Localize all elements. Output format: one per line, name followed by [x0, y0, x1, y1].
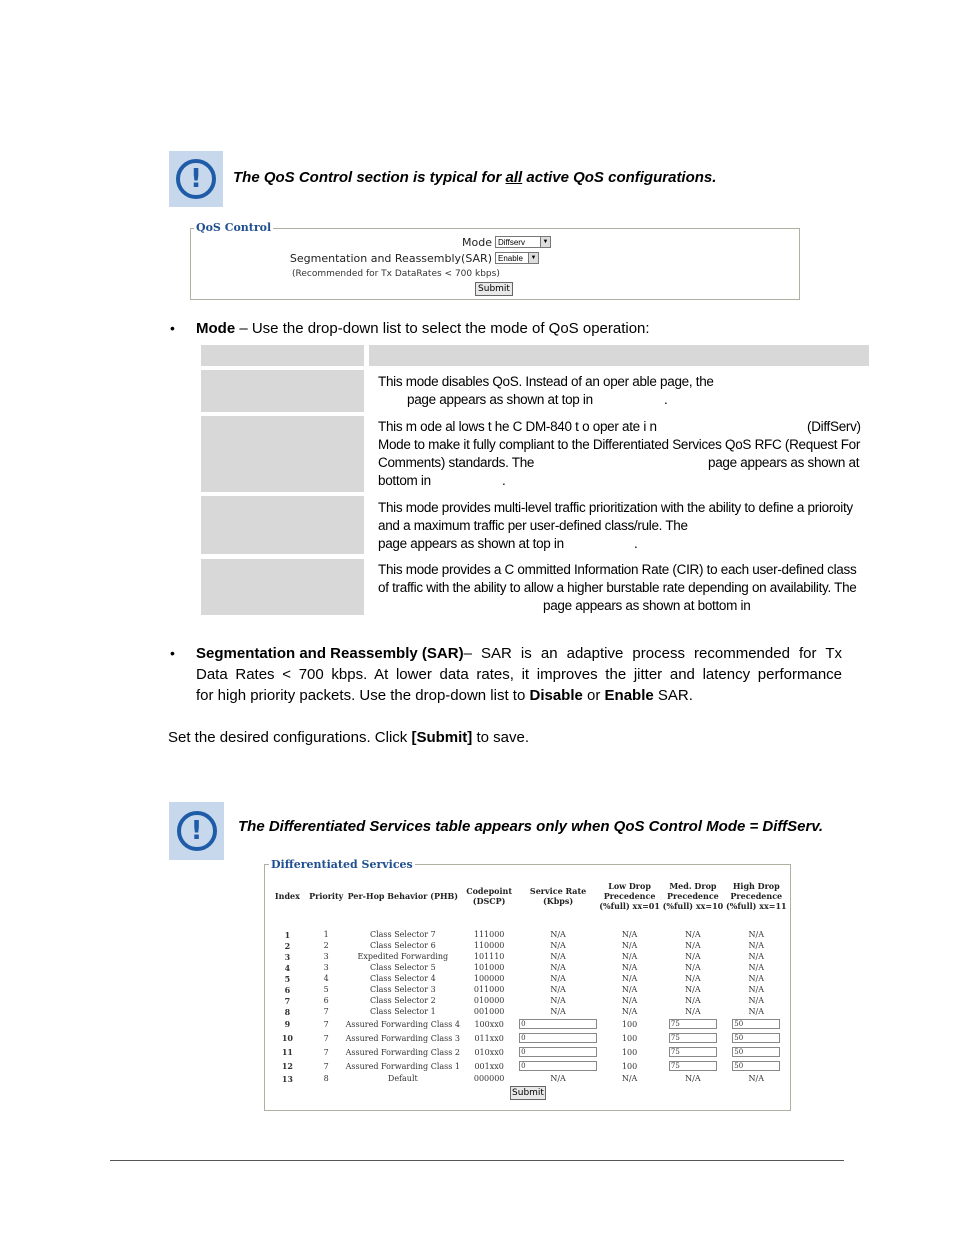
table-cell: 7 [284, 995, 291, 1006]
chevron-down-icon: ▼ [528, 253, 538, 263]
table-cell [661, 1017, 724, 1031]
diffserv-note: The Differentiated Services table appears only when QoS Control Mode = DiffServ. [238, 818, 824, 835]
table-cell: 4 [323, 974, 329, 983]
footer-divider [110, 1160, 844, 1161]
sar-select[interactable] [495, 252, 539, 264]
table-cell: 100xx0 [474, 1019, 504, 1029]
mode-line: page appears as shown at top in [378, 536, 564, 551]
table-cell: 10 [281, 1033, 293, 1043]
table-row [268, 1017, 788, 1031]
table-row [268, 995, 788, 1006]
table-cell: 101000 [473, 963, 505, 972]
med-input-field[interactable]: 75 [669, 1033, 717, 1043]
table-cell: 3 [284, 951, 291, 962]
table-cell: N/A [550, 952, 566, 961]
table-cell: 101110 [473, 952, 505, 961]
table-cell: Assured Forwarding Class 1 [345, 1061, 460, 1071]
bullet-icon: • [170, 320, 175, 336]
med-input-field[interactable]: 75 [669, 1047, 717, 1057]
instruction-text: Set the desired configurations. Click [168, 729, 412, 746]
table-cell: 7 [323, 1019, 329, 1029]
header-low-drop: Low Drop Precedence (%full) xx=01 [599, 881, 660, 911]
table-cell: 100000 [473, 974, 505, 983]
rate-input-field[interactable]: 0 [519, 1047, 597, 1057]
mode-line: This m ode al lows t he C DM-840 t o oper ate i n [378, 419, 657, 434]
table-cell: Class Selector 3 [369, 985, 436, 994]
mode-line: . [664, 392, 668, 407]
table-cell: 100 [621, 1033, 638, 1043]
table-cell: 1 [284, 929, 291, 940]
table-cell: N/A [748, 930, 765, 939]
table-row [268, 984, 788, 995]
table-row [268, 951, 788, 962]
table-cell: 6 [284, 984, 291, 995]
table-cell: Class Selector 4 [369, 974, 436, 983]
table-cell: 6 [323, 996, 329, 1005]
table-cell: N/A [621, 974, 638, 983]
table-cell: 010xx0 [474, 1047, 504, 1057]
table-row [268, 1031, 788, 1045]
mode-table-header-cell [369, 345, 869, 366]
table-cell: N/A [550, 985, 566, 994]
sar-select-value: Enable [498, 253, 523, 263]
header-dscp: Codepoint (DSCP) [466, 886, 513, 906]
mode-text: – Use the drop-down list to select the mode of QoS operation: [235, 320, 650, 337]
table-cell: N/A [748, 1074, 765, 1083]
mode-line: of traffic with the ability to allow a higher burstable rate depending on availability. The [378, 580, 857, 595]
table-cell: N/A [748, 996, 765, 1005]
table-cell [518, 1059, 598, 1073]
table-cell: Class Selector 2 [369, 996, 436, 1005]
table-row [268, 929, 788, 940]
table-cell: 011xx0 [474, 1033, 504, 1043]
table-cell [661, 1059, 724, 1073]
mode-line: . [502, 473, 506, 488]
table-cell: 111000 [473, 930, 505, 939]
submit-reference: [Submit] [411, 729, 473, 746]
table-row [268, 962, 788, 973]
table-cell: 5 [284, 973, 291, 984]
table-cell: 7 [323, 1007, 329, 1016]
mode-select-value: Diffserv [498, 237, 525, 247]
table-cell [518, 1017, 598, 1031]
header-priority: Priority [309, 891, 344, 901]
high-input-field[interactable]: 50 [732, 1061, 780, 1071]
table-cell: 5 [323, 985, 329, 994]
table-cell: N/A [621, 1074, 638, 1083]
chevron-down-icon: ▼ [540, 237, 550, 247]
table-cell: N/A [621, 963, 638, 972]
mode-line: This mode disables QoS. Instead of an oper able page, the [378, 374, 714, 389]
table-cell: N/A [621, 985, 638, 994]
mode-line: and a maximum traffic per user-defined class/rule. The [378, 518, 688, 533]
header-high-drop: High Drop Precedence (%full) xx=11 [725, 881, 787, 911]
table-row [268, 1073, 788, 1084]
table-cell: N/A [621, 1007, 638, 1016]
submit-instruction [168, 727, 529, 748]
note-text-underlined: all [505, 169, 523, 186]
bullet-icon: • [170, 645, 175, 661]
table-cell: N/A [550, 963, 566, 972]
high-input-field[interactable]: 50 [732, 1033, 780, 1043]
table-cell: N/A [685, 941, 701, 950]
table-cell: N/A [685, 985, 701, 994]
table-cell: 12 [281, 1061, 293, 1071]
mode-row-diffserv [378, 418, 868, 490]
sar-line: – SAR is an adaptive process recommended for Tx [463, 645, 842, 662]
table-cell [661, 1031, 724, 1045]
table-cell: N/A [748, 985, 765, 994]
mode-description [196, 318, 650, 339]
table-cell: N/A [550, 1074, 566, 1083]
table-cell: 000000 [473, 1074, 505, 1083]
mode-table-label-cell [201, 416, 364, 492]
table-cell: 011000 [473, 985, 505, 994]
table-cell: N/A [550, 1007, 566, 1016]
table-cell: 7 [323, 1033, 329, 1043]
table-cell: Expedited Forwarding [357, 952, 449, 961]
table-cell: 2 [284, 940, 291, 951]
table-cell: N/A [550, 996, 566, 1005]
table-cell: 010000 [473, 996, 505, 1005]
table-cell [725, 1059, 788, 1073]
table-cell: Class Selector 7 [369, 930, 436, 939]
table-row [268, 1006, 788, 1017]
table-cell: 4 [284, 962, 291, 973]
table-cell: N/A [748, 941, 765, 950]
table-cell: Class Selector 5 [369, 963, 436, 972]
mode-line: page appears as shown at bottom in [543, 598, 751, 613]
mode-line: Comments) standards. The [378, 455, 535, 470]
table-cell: N/A [685, 930, 701, 939]
table-cell: 3 [323, 963, 329, 972]
info-exclamation-icon: ! [169, 802, 224, 860]
table-cell: N/A [748, 963, 765, 972]
diffserv-submit-button[interactable]: Submit [510, 1086, 546, 1100]
high-input-field[interactable]: 50 [732, 1019, 780, 1029]
table-row [268, 973, 788, 984]
table-cell: N/A [685, 996, 701, 1005]
table-cell: 3 [323, 952, 329, 961]
table-cell: 8 [323, 1074, 329, 1083]
diffserv-table [268, 874, 788, 1084]
mode-line: . [634, 536, 638, 551]
sar-line: for high priority packets. Use the drop-down list to [196, 687, 530, 704]
table-cell [725, 1045, 788, 1059]
table-cell: 100 [621, 1047, 638, 1057]
table-cell: Assured Forwarding Class 4 [345, 1019, 460, 1029]
mode-table-header-cell [201, 345, 364, 366]
mode-table-label-cell [201, 370, 364, 412]
mode-select[interactable] [495, 236, 551, 248]
table-cell: N/A [685, 963, 701, 972]
table-cell: 100 [621, 1061, 638, 1071]
table-cell [661, 1045, 724, 1059]
mode-row-min-max [378, 561, 868, 615]
table-cell: N/A [685, 1007, 701, 1016]
note-text-part: The QoS Control section is typical for [233, 169, 506, 186]
mode-line: Mode to make it fully compliant to the Differentiated Services QoS RFC (Request For [378, 437, 861, 452]
table-cell: Assured Forwarding Class 2 [345, 1047, 460, 1057]
mode-row-max-priority [378, 499, 868, 553]
header-med-drop: Med. Drop Precedence (%full) xx=10 [662, 881, 724, 911]
table-cell: N/A [550, 974, 566, 983]
table-cell: 001xx0 [474, 1061, 504, 1071]
table-cell: N/A [748, 974, 765, 983]
table-cell: 8 [284, 1006, 291, 1017]
table-cell [725, 1031, 788, 1045]
table-cell: N/A [685, 1074, 701, 1083]
table-cell: N/A [621, 941, 638, 950]
table-cell: N/A [621, 952, 638, 961]
instruction-text: to save. [472, 729, 529, 746]
table-cell: Class Selector 6 [369, 941, 436, 950]
table-cell: N/A [685, 974, 701, 983]
table-cell: 2 [323, 941, 329, 950]
table-cell: 1 [323, 930, 329, 939]
mode-line: page appears as shown at top in [407, 392, 593, 407]
med-input-field[interactable]: 75 [669, 1019, 717, 1029]
rate-input-field[interactable]: 0 [519, 1019, 597, 1029]
qos-control-note [233, 169, 716, 186]
qos-submit-button[interactable]: Submit [475, 282, 513, 296]
header-index: Index [274, 891, 300, 901]
sar-line: Data Rates < 700 kbps. At lower data rates, it improves the jitter and latency performance [196, 666, 842, 683]
table-cell: 9 [284, 1019, 291, 1029]
mode-line: This mode provides a C ommitted Information Rate (CIR) to each user-defined class [378, 562, 857, 577]
header-service-rate: Service Rate (Kbps) [529, 886, 587, 906]
qos-control-legend: QoS Control [196, 221, 272, 234]
table-cell: N/A [685, 952, 701, 961]
mode-term: Mode [196, 320, 236, 337]
sar-term: Segmentation and Reassembly (SAR) [196, 645, 464, 662]
table-row [268, 1045, 788, 1059]
table-cell: N/A [748, 1007, 765, 1016]
med-input-field[interactable]: 75 [669, 1061, 717, 1071]
table-cell: N/A [621, 930, 638, 939]
mode-line: (DiffServ) [807, 419, 861, 434]
mode-table-label-cell [201, 496, 364, 554]
enable-term: Enable [604, 687, 654, 704]
table-cell: 13 [281, 1073, 293, 1084]
sar-label: Segmentation and Reassembly(SAR) [289, 252, 492, 265]
rate-input-field[interactable]: 0 [519, 1033, 597, 1043]
high-input-field[interactable]: 50 [732, 1047, 780, 1057]
table-cell [518, 1031, 598, 1045]
table-row [268, 1059, 788, 1073]
table-cell [518, 1045, 598, 1059]
mode-table-label-cell [201, 559, 364, 615]
table-cell: 100 [621, 1019, 638, 1029]
sar-line: SAR. [653, 687, 693, 704]
table-row [268, 940, 788, 951]
mode-line: bottom in [378, 473, 431, 488]
mode-line: This mode provides multi-level traffic prioritization with the ability to define a prioroity [378, 500, 853, 515]
table-cell: Default [387, 1074, 418, 1083]
table-cell: Class Selector 1 [369, 1007, 436, 1016]
disable-term: Disable [529, 687, 583, 704]
table-cell: N/A [550, 941, 566, 950]
diffserv-legend: Differentiated Services [271, 858, 413, 871]
table-cell: 001000 [473, 1007, 505, 1016]
note-text-part: active QoS configurations. [522, 169, 717, 186]
sar-description [196, 643, 842, 706]
mode-row-off [378, 373, 868, 409]
table-cell: N/A [621, 996, 638, 1005]
rate-input-field[interactable]: 0 [519, 1061, 597, 1071]
header-phb: Per-Hop Behavior (PHB) [347, 891, 459, 901]
table-cell: 110000 [473, 941, 505, 950]
mode-line: page appears as shown at [708, 455, 860, 470]
table-cell: Assured Forwarding Class 3 [345, 1033, 460, 1043]
table-cell: 11 [281, 1047, 293, 1057]
info-exclamation-icon: ! [169, 151, 223, 207]
sar-recommendation: (Recommended for Tx DataRates < 700 kbps) [292, 269, 500, 279]
table-cell: N/A [748, 952, 765, 961]
table-cell: N/A [550, 930, 566, 939]
table-cell: 7 [323, 1047, 329, 1057]
mode-label: Mode [462, 236, 492, 249]
table-cell: 7 [323, 1061, 329, 1071]
sar-line: or [582, 687, 605, 704]
table-cell [725, 1017, 788, 1031]
